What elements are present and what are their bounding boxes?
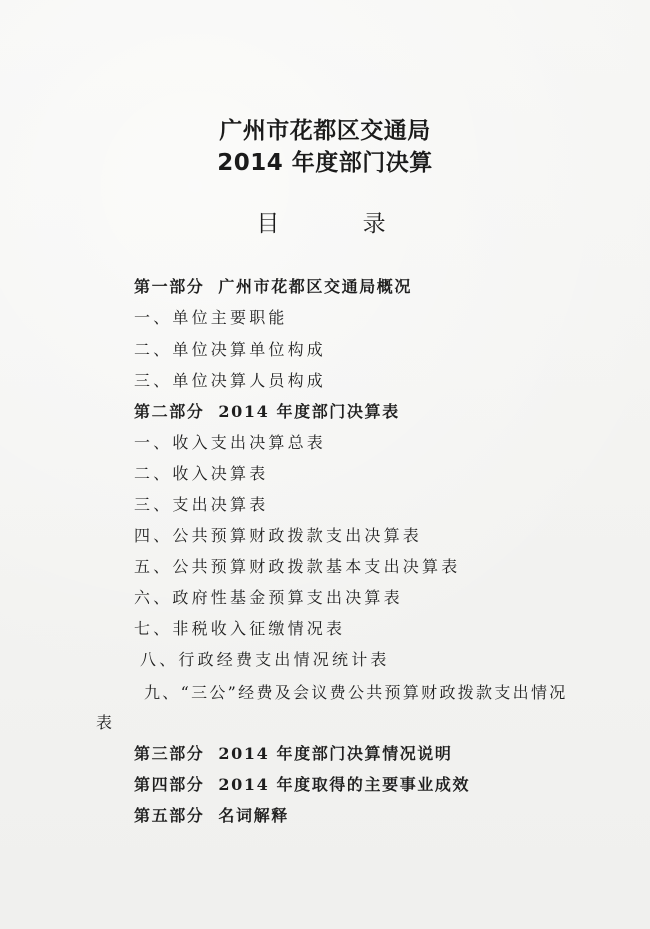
toc-part-text: 2014 年度取得的主要事业成效 bbox=[218, 775, 471, 794]
toc-item: 一、收入支出决算总表 bbox=[134, 433, 327, 452]
toc-part-text: 2014 年度部门决算表 bbox=[218, 402, 400, 421]
toc-part-text: 2014 年度部门决算情况说明 bbox=[218, 744, 453, 763]
toc-item: 九、“三公”经费及会议费公共预算财政拨款支出情况 bbox=[144, 683, 568, 702]
toc-item: 四、公共预算财政拨款支出决算表 bbox=[134, 526, 423, 545]
toc-part-3 bbox=[134, 741, 453, 764]
toc-part-label: 第二部分 bbox=[134, 402, 205, 421]
toc-item: 二、收入决算表 bbox=[134, 464, 269, 483]
document-title-line-1: 广州市花都区交通局 bbox=[219, 118, 431, 144]
toc-part-label: 第三部分 bbox=[134, 744, 205, 763]
toc-item: 三、支出决算表 bbox=[134, 495, 269, 514]
toc-part-label: 第五部分 bbox=[134, 806, 205, 825]
toc-item: 一、单位主要职能 bbox=[134, 308, 288, 327]
toc-part-1 bbox=[134, 274, 412, 297]
toc-heading: 目 录 bbox=[256, 211, 424, 237]
toc-item: 五、公共预算财政拨款基本支出决算表 bbox=[134, 557, 461, 576]
toc-part-5 bbox=[134, 803, 289, 826]
toc-part-2 bbox=[134, 399, 400, 422]
toc-item: 六、政府性基金预算支出决算表 bbox=[134, 588, 403, 607]
toc-item: 三、单位决算人员构成 bbox=[134, 371, 327, 390]
toc-part-text: 广州市花都区交通局概况 bbox=[218, 277, 413, 296]
toc-part-text: 名词解释 bbox=[218, 806, 289, 825]
toc-part-4 bbox=[134, 772, 470, 795]
toc-part-label: 第四部分 bbox=[134, 775, 205, 794]
toc-item: 二、单位决算单位构成 bbox=[134, 340, 327, 359]
document-title-line-2: 2014 年度部门决算 bbox=[217, 150, 433, 176]
toc-item: 七、非税收入征缴情况表 bbox=[134, 619, 346, 638]
toc-item: 八、行政经费支出情况统计表 bbox=[140, 650, 390, 669]
toc-item-continuation: 表 bbox=[96, 713, 116, 732]
toc-part-label: 第一部分 bbox=[134, 277, 205, 296]
